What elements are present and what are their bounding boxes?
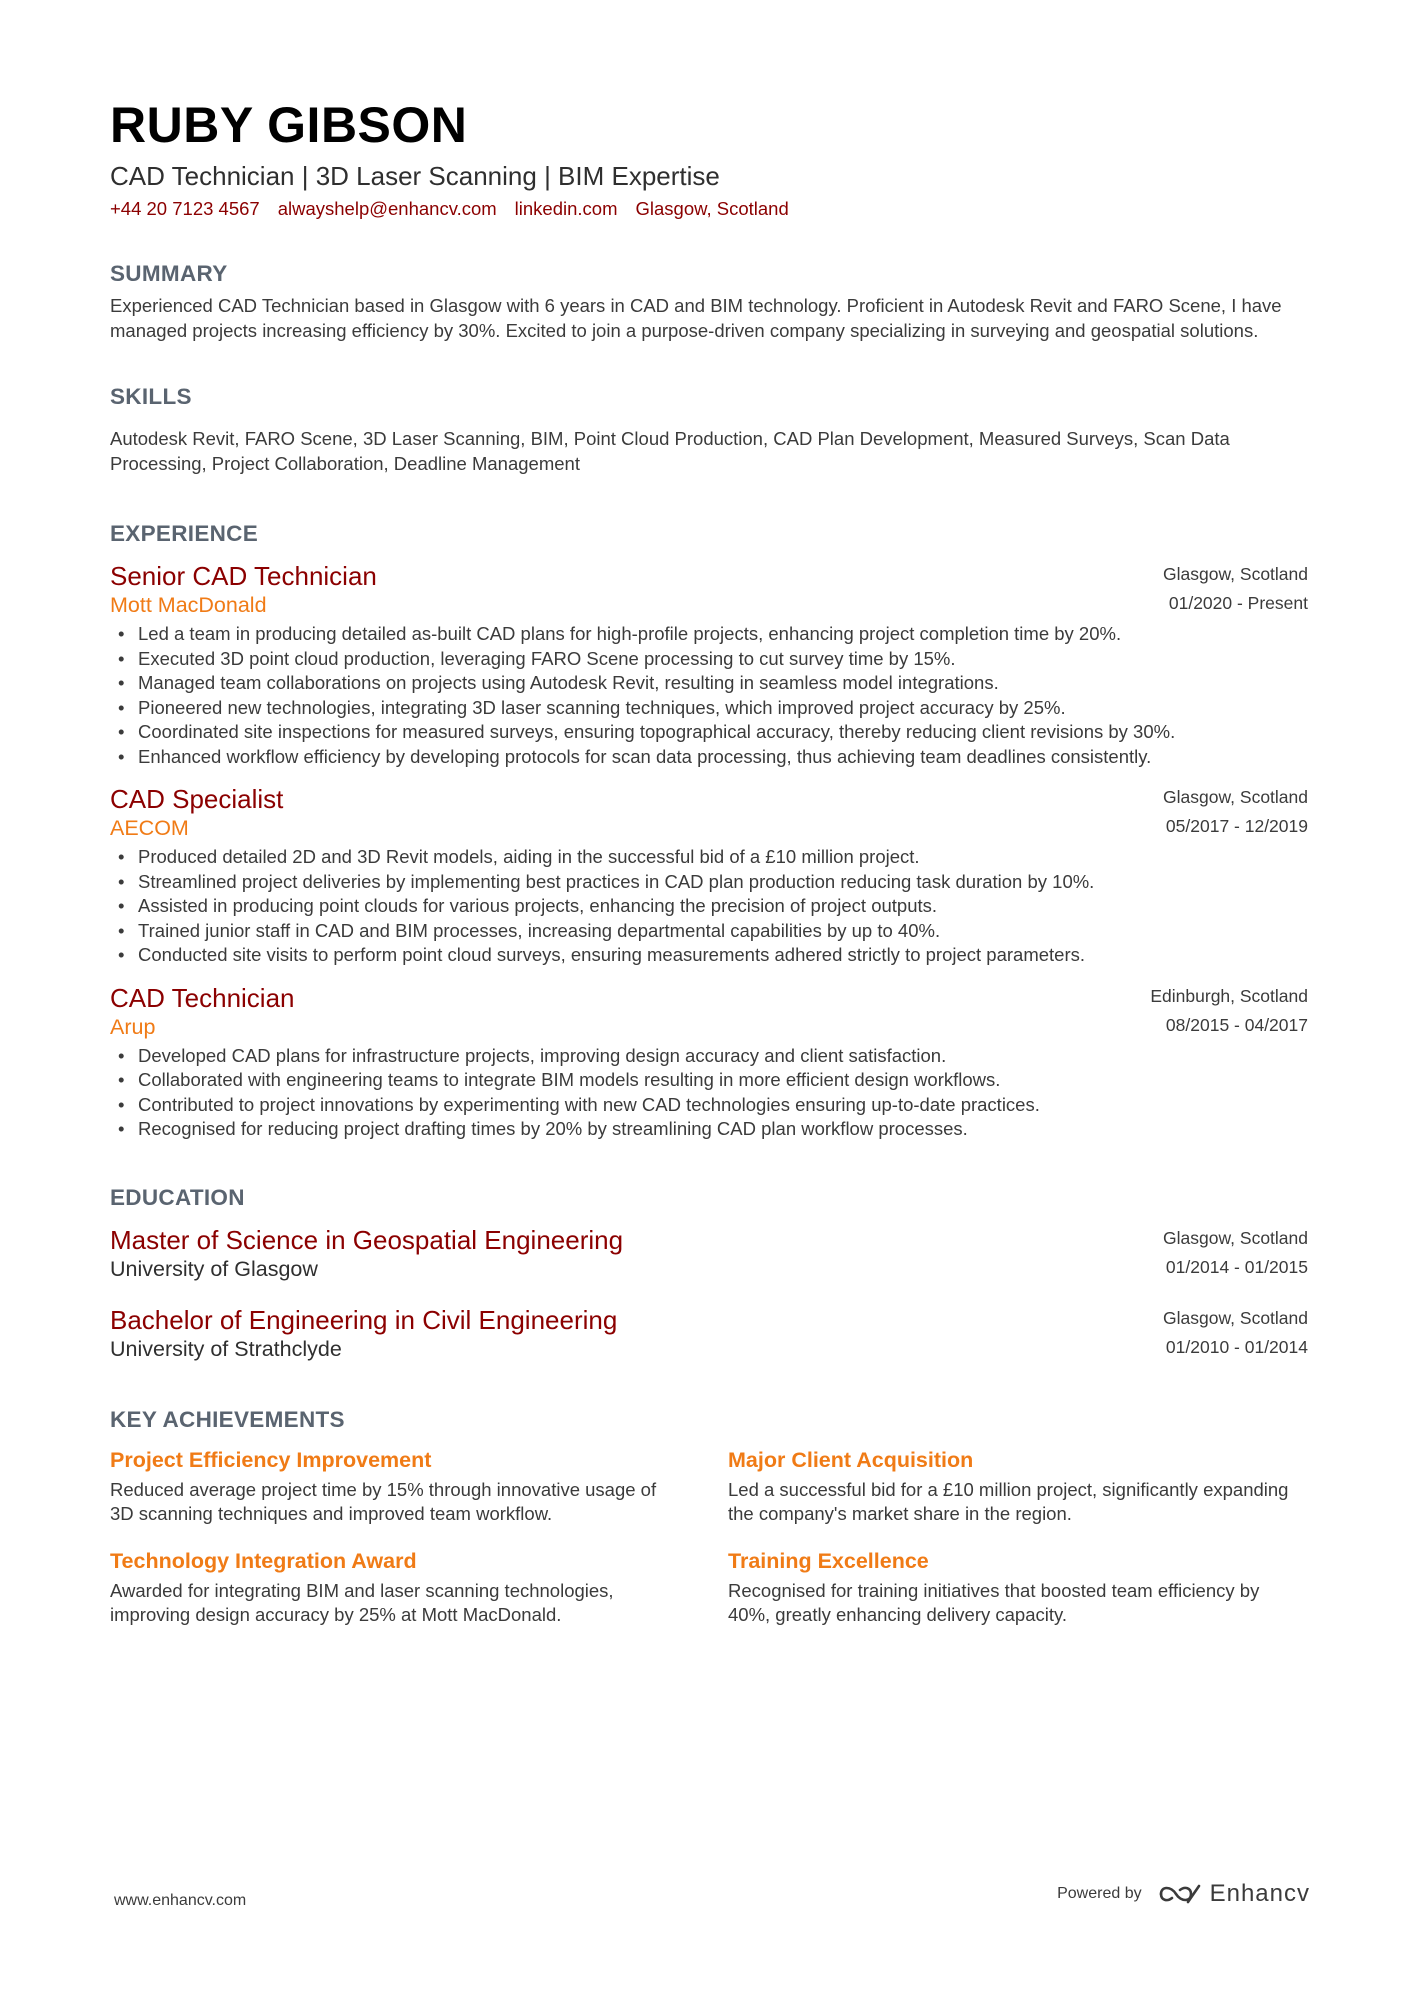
role-location: Edinburgh, Scotland: [1150, 985, 1308, 1006]
footer-brand: [1057, 1880, 1310, 1908]
experience-section: [110, 520, 1308, 1142]
achievement-desc: Reduced average project time by 15% through innovative usage of 3D scanning techniques and improved team workflow.: [110, 1478, 657, 1524]
bullet-item: • Contributed to project innovations by experimenting with new CAD technologies ensuring up-to-date practices.: [110, 1093, 1308, 1118]
achievement-title: Major Client Acquisition: [728, 1447, 974, 1472]
page-footer: [114, 1880, 1310, 1920]
achievement-desc: Led a successful bid for a £10 million project, significantly expanding the company's market share in the region.: [728, 1478, 1289, 1524]
contact-email[interactable]: alwayshelp@enhancv.com: [277, 198, 497, 219]
achievement-item: [728, 1446, 1308, 1527]
achievements-grid: [110, 1446, 1308, 1628]
contact-row: [110, 198, 1308, 220]
role-dates: 08/2015 - 04/2017: [1165, 1014, 1308, 1035]
summary-section: [110, 260, 1308, 343]
enhancv-logo[interactable]: [1158, 1880, 1310, 1908]
role-meta: [1163, 560, 1308, 618]
skills-text: Autodesk Revit, FARO Scene, 3D Laser Scanning, BIM, Point Cloud Production, CAD Plan Development, Measured Surveys, Scan Data Processing, Project Collaboration, Deadline Management: [110, 428, 1230, 474]
bullet-item: • Coordinated site inspections for measured surveys, ensuring topographical accuracy, thereby reducing client revisions by 30%.: [110, 720, 1308, 745]
education-section: [110, 1184, 1308, 1364]
achievement-desc: Awarded for integrating BIM and laser scanning technologies, improving design accuracy by 25% at Mott MacDonald.: [110, 1579, 614, 1625]
experience-item: [110, 982, 1308, 1142]
education-degree: Master of Science in Geospatial Engineering: [110, 1224, 624, 1255]
achievement-item: [110, 1446, 728, 1527]
resume-content: [110, 96, 1308, 1628]
role-location: Glasgow, Scotland: [1163, 787, 1308, 807]
candidate-name: RUBY GIBSON: [110, 97, 468, 153]
bullet-item: • Collaborated with engineering teams to integrate BIM models resulting in more efficient design workflows.: [110, 1068, 1308, 1093]
bullet-item: • Recognised for reducing project drafting times by 20% by streamlining CAD plan workflow processes.: [110, 1117, 1308, 1142]
candidate-headline: CAD Technician | 3D Laser Scanning | BIM Expertise: [110, 161, 720, 191]
role-company: Arup: [110, 1014, 156, 1039]
contact-linkedin[interactable]: linkedin.com: [514, 198, 618, 219]
contact-location: Glasgow, Scotland: [635, 198, 789, 219]
achievement-item: [110, 1547, 728, 1628]
experience-item: [110, 783, 1308, 968]
footer-url[interactable]: www.enhancv.com: [114, 1892, 247, 1909]
bullet-item: • Led a team in producing detailed as-built CAD plans for high-profile projects, enhancing project completion time by 20%.: [110, 622, 1308, 647]
education-list: [110, 1224, 1308, 1364]
education-title: EDUCATION: [110, 1184, 245, 1210]
bullet-item: • Conducted site visits to perform point cloud surveys, ensuring measurements adhered strictly to project parameters.: [110, 943, 1308, 968]
role-company: Mott MacDonald: [110, 593, 267, 617]
role-location: Glasgow, Scotland: [1163, 564, 1308, 584]
brand-name: Enhancv: [1209, 1880, 1310, 1907]
role-bullets: [110, 845, 1308, 968]
summary-text: Experienced CAD Technician based in Glasgow with 6 years in CAD and BIM technology. Proficient in Autodesk Revit and FARO Scene, I have managed projects increasing efficiency by 30%. Excited to join a purpose-driven company specializing in surveying and geospatial solutions.: [110, 295, 1282, 341]
achievement-title: Training Excellence: [728, 1548, 929, 1573]
achievement-title: Technology Integration Award: [110, 1548, 417, 1573]
education-location: Glasgow, Scotland: [1163, 1227, 1308, 1248]
skills-section: [110, 383, 1308, 476]
bullet-item: • Streamlined project deliveries by implementing best practices in CAD plan production reducing task duration by 10%.: [110, 870, 1308, 895]
education-meta: [1163, 1224, 1308, 1282]
role-meta: [1163, 783, 1308, 841]
role-bullets: [110, 622, 1308, 769]
achievement-title: Project Efficiency Improvement: [110, 1447, 432, 1472]
experience-item: [110, 560, 1308, 769]
role-bullets: [110, 1044, 1308, 1142]
experience-item-header: [110, 783, 1308, 841]
bullet-item: • Trained junior staff in CAD and BIM processes, increasing departmental capabilities by up to 40%.: [110, 919, 1308, 944]
bullet-item: • Executed 3D point cloud production, leveraging FARO Scene processing to cut survey time by 15%.: [110, 647, 1308, 672]
achievements-section: [110, 1406, 1308, 1628]
enhancv-logo-icon: [1158, 1881, 1202, 1907]
experience-list: [110, 560, 1308, 1142]
powered-by-label: Powered by: [1057, 1885, 1142, 1902]
education-school: University of Strathclyde: [110, 1336, 342, 1361]
bullet-item: • Produced detailed 2D and 3D Revit models, aiding in the successful bid of a £10 million project.: [110, 845, 1308, 870]
achievement-desc: Recognised for training initiatives that boosted team efficiency by 40%, greatly enhancing delivery capacity.: [728, 1579, 1260, 1625]
achievements-title: KEY ACHIEVEMENTS: [110, 1406, 345, 1432]
education-item: [110, 1224, 1308, 1284]
bullet-item: • Enhanced workflow efficiency by developing protocols for scan data processing, thus achieving team deadlines consistently.: [110, 745, 1308, 770]
bullet-item: • Assisted in producing point clouds for various projects, enhancing the precision of project outputs.: [110, 894, 1308, 919]
education-item: [110, 1304, 1308, 1364]
education-school: University of Glasgow: [110, 1256, 318, 1281]
role-dates: 01/2020 - Present: [1168, 593, 1308, 613]
experience-item-header: [110, 982, 1308, 1040]
education-meta: [1163, 1304, 1308, 1362]
contact-phone[interactable]: +44 20 7123 4567: [110, 198, 260, 219]
role-meta: [1150, 982, 1308, 1040]
experience-title: EXPERIENCE: [110, 521, 259, 546]
education-dates: 01/2010 - 01/2014: [1165, 1336, 1308, 1357]
summary-title: SUMMARY: [110, 261, 228, 286]
bullet-item: • Developed CAD plans for infrastructure projects, improving design accuracy and client satisfaction.: [110, 1044, 1308, 1069]
role-title: CAD Technician: [110, 982, 295, 1013]
role-company: AECOM: [110, 816, 189, 840]
role-title: CAD Specialist: [110, 784, 284, 814]
bullet-item: • Pioneered new technologies, integrating 3D laser scanning techniques, which improved project accuracy by 25%.: [110, 696, 1308, 721]
education-location: Glasgow, Scotland: [1163, 1307, 1308, 1328]
education-dates: 01/2014 - 01/2015: [1165, 1256, 1308, 1277]
achievement-item: [728, 1547, 1308, 1628]
experience-item-header: [110, 560, 1308, 618]
role-dates: 05/2017 - 12/2019: [1165, 816, 1308, 836]
role-title: Senior CAD Technician: [110, 561, 377, 591]
bullet-item: • Managed team collaborations on projects using Autodesk Revit, resulting in seamless model integrations.: [110, 671, 1308, 696]
education-degree: Bachelor of Engineering in Civil Engineering: [110, 1304, 618, 1335]
skills-title: SKILLS: [110, 384, 192, 409]
